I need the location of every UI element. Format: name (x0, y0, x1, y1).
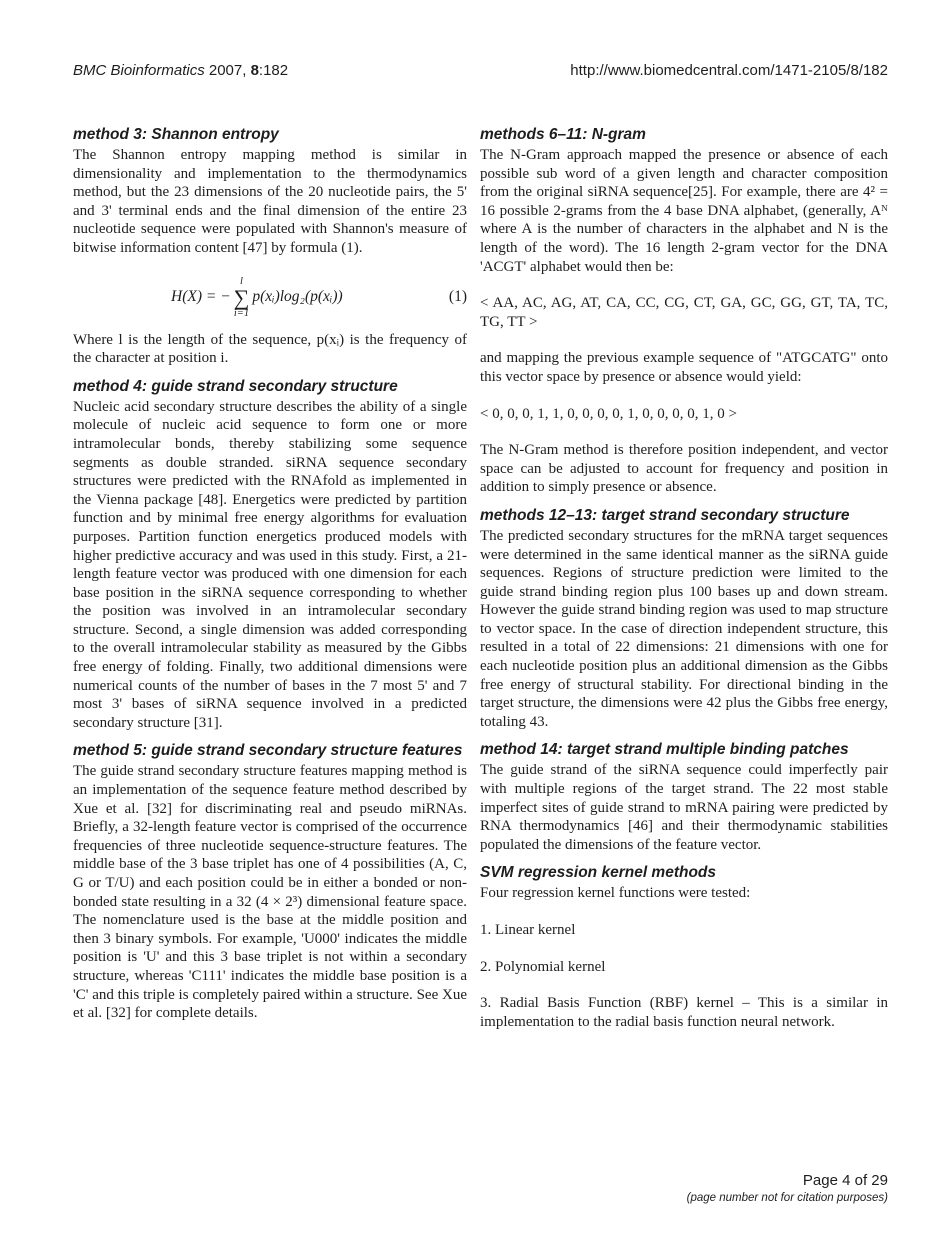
section-heading: SVM regression kernel methods (480, 864, 717, 882)
two-column-body (73, 126, 888, 1031)
kernel-list-item-2: 2. Polynomial kernel (480, 958, 606, 975)
kernel-list-item-1: 1. Linear kernel (480, 922, 576, 938)
citation-year: 2007, (204, 62, 251, 79)
section-heading: method 3: Shannon entropy (73, 126, 279, 143)
section-heading: method 14: target strand multiple binding patches (480, 741, 849, 759)
sum-upper-limit: l (240, 275, 243, 287)
page-number: Page 4 of 29 (802, 1172, 888, 1189)
section-method-14 (480, 741, 888, 854)
citation-pages: :182 (258, 62, 289, 79)
section-method-3 (73, 126, 467, 368)
section-methods-6-11 (480, 126, 888, 497)
paragraph: The N-Gram method is therefore position independent, and vector space can be adjusted to account for frequency and position in addition to simply presence or absence. (480, 442, 888, 496)
journal-name: BMC Bioinformatics (73, 62, 205, 79)
section-heading: methods 12–13: target strand secondary structure (480, 506, 850, 524)
paragraph: The predicted secondary structures for the mRNA target sequences were determined in the same identical manner as the siRNA guide sequences. Regions of structure prediction were limited to the guide strand binding region plus 100 bases up and down stream. However the guide strand binding region was used to map structure to vector space. In the case of direction independent structure, this resulted in a total of 22 dimensions: 21 dimensions with one for each nucleotide position plus an additional dimension as the Gibbs free energy of structural stability. For directional binding in the target structure, the dimensions were 42 plus the Gibbs free energy, totaling 43. (480, 527, 888, 730)
sum-lower-limit: i=1 (233, 307, 250, 319)
paragraph: The guide strand secondary structure features mapping method is an implementation of the sequence feature method described by Xue et al. [32] for discriminating real and pseudo miRNAs. Briefly, a 32-length feature vector is comprised of the occurrence frequencies of three nucleotide sequence-structure features. The middle base of the 3 base triplet has one of 4 possibilities (A, C, G or T/U) and each position could be in either a bonded or non-bonded state resulting in a 32 (4 × 2³) dimensional feature space. The nomenclature used is the base at the middle position and then 3 binary symbols. For example, 'U000' indicates the middle position is 'U' and this 3 base triplet is not within a secondary structure, whereas 'C111' indicates the middle base position is a 'C' and this triple is completely paired within a structure. See Xue et al. [32] for complete details. (73, 763, 467, 1022)
journal-citation (73, 62, 288, 79)
paragraph: The Shannon entropy mapping method is similar in dimensionality and implementation to the thermodynamics method, but the 23 dimensions of the 20 nucleotide pairs, the 5' and 3' terminal ends and the final dimension of the entire 23 nucleotide sequence were populated with Shannon's measure of bitwise information content [47] by formula (1). (73, 147, 467, 256)
article-url: http://www.biomedcentral.com/1471-2105/8/182 (570, 62, 888, 79)
formula-lhs: H(X) = − (171, 288, 231, 306)
section-heading: method 5: guide strand secondary structure features (73, 742, 463, 760)
paragraph: Four regression kernel functions were tested: (480, 885, 751, 902)
section-svm-kernels (480, 864, 888, 1031)
citation-note: (page number not for citation purposes) (686, 1192, 888, 1204)
right-column (480, 126, 888, 1031)
left-column (73, 126, 467, 1031)
paragraph: The N-Gram approach mapped the presence or absence of each possible sub word of a given length and character composition from the original siRNA sequence[25]. For example, there are 4² = 16 possible 2-grams from the 4 base DNA alphabet, (generally, Aᴺ where A is the number of characters in the alphabet and N is the length of the word). The 16 length 2-gram vector for the DNA 'ACGT' alphabet would then be: (480, 147, 888, 275)
section-heading: method 4: guide strand secondary structure (73, 377, 398, 395)
section-method-4 (73, 378, 467, 733)
formula-rhs: p(xᵢ)log₂(p(xᵢ)) (252, 288, 343, 306)
paragraph: Nucleic acid secondary structure describes the ability of a single molecule of nucleic acid sequence to form one or more intramolecular bonds, thereby stabilizing some sequence segments as double stranded. siRNA sequence secondary structures were predicted with the RNAfold as implemented in the Vienna package [48]. Energetics were predicted by partition function and by minimal free energy algorithms for evaluation purposes. Partition function energetics produced models with higher predictive accuracy and was used in this study. First, a 21-length feature vector was produced with one dimension for each base position in the siRNA sequence corresponding to whether the position was involved in an intramolecular secondary structure. Second, a single dimension was added corresponding to the overall intramolecular stability as measured by the Gibbs free energy of folding. Finally, two additional dimensions were numerical counts of the number of bases in the 7 most 5' and 7 most 3' bases of siRNA sequence involved in a predicted secondary structure [31]. (73, 398, 467, 731)
formula-expression (171, 276, 343, 319)
summation-symbol (234, 276, 250, 319)
kernel-list-item-3: 3. Radial Basis Function (RBF) kernel – This is a similar in implementation to the radial basis function neural network. (480, 995, 888, 1030)
paragraph: The guide strand of the siRNA sequence could imperfectly pair with multiple regions of the target strand. The 22 most stable imperfect sites of guide strand to mRNA pairing were predicted by RNA thermodynamics [46] and their thermodynamic stabilities populated the dimensions of the feature vector. (480, 762, 888, 853)
ngram-vector-alphabet: < AA, AC, AG, AT, CA, CC, CG, CT, GA, GC, GG, GT, TA, TC, TG, TT > (480, 295, 888, 330)
ngram-vector-binary: < 0, 0, 0, 1, 1, 0, 0, 0, 0, 1, 0, 0, 0, 0, 1, 0 > (480, 405, 737, 422)
paragraph: Where l is the length of the sequence, p(xᵢ) is the frequency of the character at position i. (73, 331, 467, 367)
paragraph: and mapping the previous example sequence of "ATGCATG" onto this vector space by presence or absence would yield: (480, 350, 888, 385)
section-methods-12-13 (480, 507, 888, 732)
formula-number: (1) (448, 288, 467, 306)
page-footer (687, 1172, 888, 1204)
section-method-5 (73, 742, 467, 1022)
citation-volume: 8 (250, 62, 259, 79)
shannon-entropy-formula (73, 276, 467, 319)
page-header (73, 62, 888, 79)
sigma-glyph: ∑ (233, 284, 250, 310)
section-heading: methods 6–11: N-gram (480, 126, 646, 143)
